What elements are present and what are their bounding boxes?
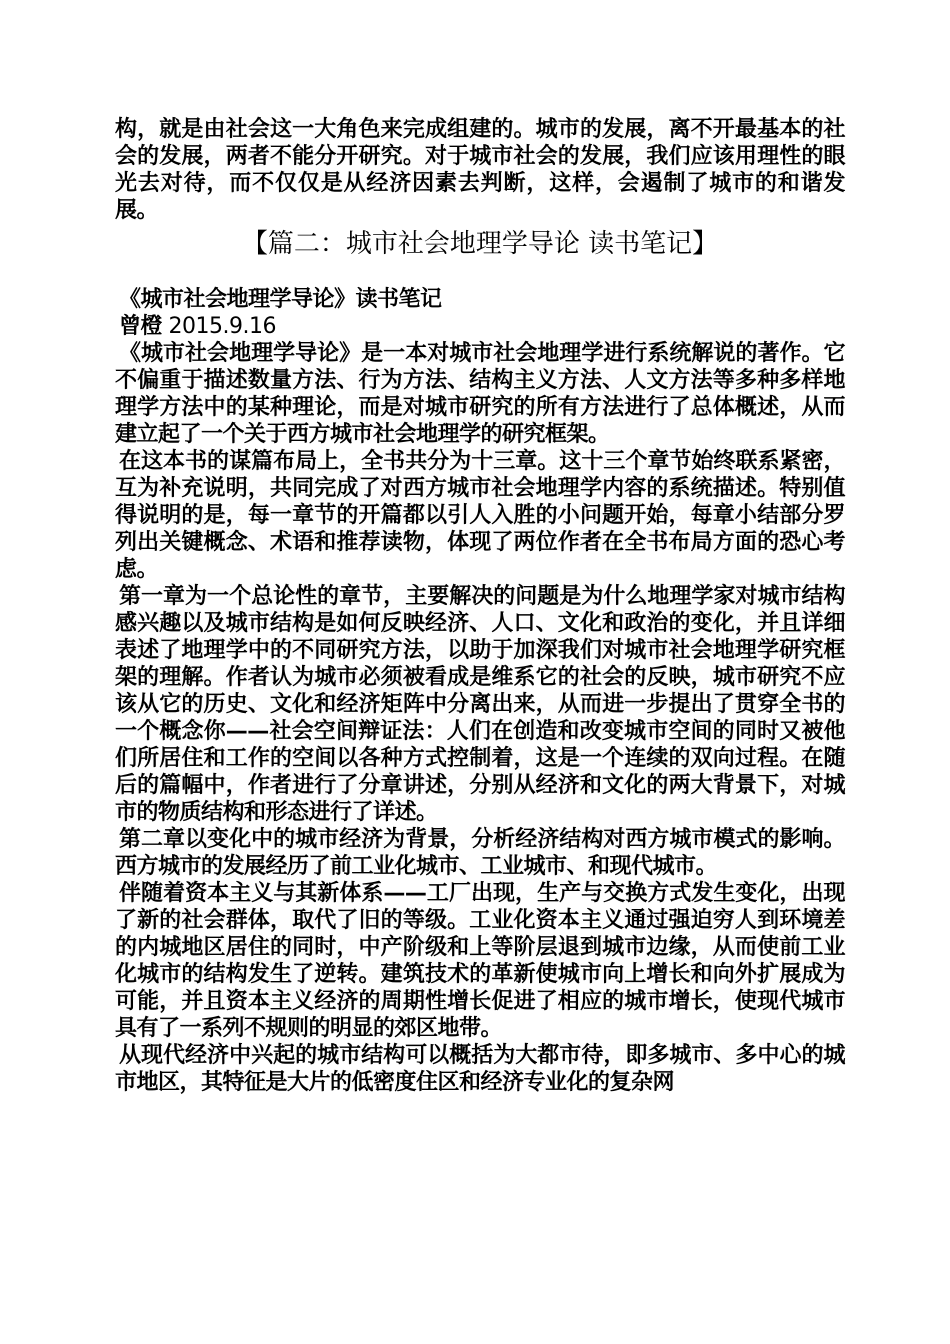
body-paragraph: 在这本书的谋篇布局上，全书共分为十三章。这十三个章节始终联系紧密，互为补充说明，共同完成了对西方城市社会地理学内容的系统描述。特别值得说明的是，每一章节的开篇都以引人入胜的小问题开始，每章小结部分罗列出关键概念、术语和推荐读物，体现了两位作者在全书布局方面的恐心考虑。	[115, 449, 845, 582]
body-paragraph: 第一章为一个总论性的章节，主要解决的问题是为什么地理学家对城市结构感兴趣以及城市结构是如何反映经济、人口、文化和政治的变化，并且详细表述了地理学中的不同研究方法，以助于加深我们对城市社会地理学研究框架的理解。作者认为城市必须被看成是维系它的社会的反映，城市研究不应该从它的历史、文化和经济矩阵中分离出来，从而进一步提出了贯穿全书的一个概念你——社会空间辩证法：人们在创造和改变城市空间的同时又被他们所居住和工作的空间以各种方式控制着，这是一个连续的双向过程。在随后的篇幅中，作者进行了分章讲述，分别从经济和文化的两大背景下，对城市的物质结构和形态进行了详述。	[115, 584, 845, 825]
publish-date: 2015.9.16	[168, 314, 276, 339]
body-paragraph: 伴随着资本主义与其新体系——工厂出现，生产与交换方式发生变化，出现了新的社会群体，取代了旧的等级。工业化资本主义通过强迫穷人到环境差的内城地区居住的同时，中产阶级和上等阶层退到城市边缘，从而使前工业化城市的结构发生了逆转。建筑技术的革新使城市向上增长和向外扩展成为可能，并且资本主义经济的周期性增长促进了相应的城市增长，使现代城市具有了一系列不规则的明显的郊区地带。	[115, 881, 845, 1041]
book-title: 《城市社会地理学导论》读书笔记	[119, 287, 442, 312]
body-paragraph: 《城市社会地理学导论》是一本对城市社会地理学进行系统解说的著作。它不偏重于描述数量方法、行为方法、结构主义方法、人文方法等多种多样地理学方法中的某种理论，而是对城市研究的所有方法进行了总体概述，从而建立起了一个关于西方城市社会地理学的研究框架。	[115, 341, 845, 447]
section-heading: 【篇二：城市社会地理学导论 读书笔记】	[241, 229, 719, 259]
intro-paragraph: 构，就是由社会这一大角色来完成组建的。城市的发展，离不开最基本的社会的发展，两者不能分开研究。对于城市社会的发展，我们应该用理性的眼光去对待，而不仅仅是从经济因素去判断，这样，会遏制了城市的和谐发展。	[115, 117, 845, 223]
body-paragraph: 从现代经济中兴起的城市结构可以概括为大都市待，即多城市、多中心的城市地区，其特征是大片的低密度住区和经济专业化的复杂网	[115, 1043, 845, 1095]
document-page	[115, 116, 845, 1096]
author-name: 曾橙	[119, 314, 163, 339]
body-paragraph: 第二章以变化中的城市经济为背景，分析经济结构对西方城市模式的影响。西方城市的发展经历了前工业化城市、工业城市、和现代城市。	[115, 827, 845, 879]
byline	[115, 313, 845, 340]
